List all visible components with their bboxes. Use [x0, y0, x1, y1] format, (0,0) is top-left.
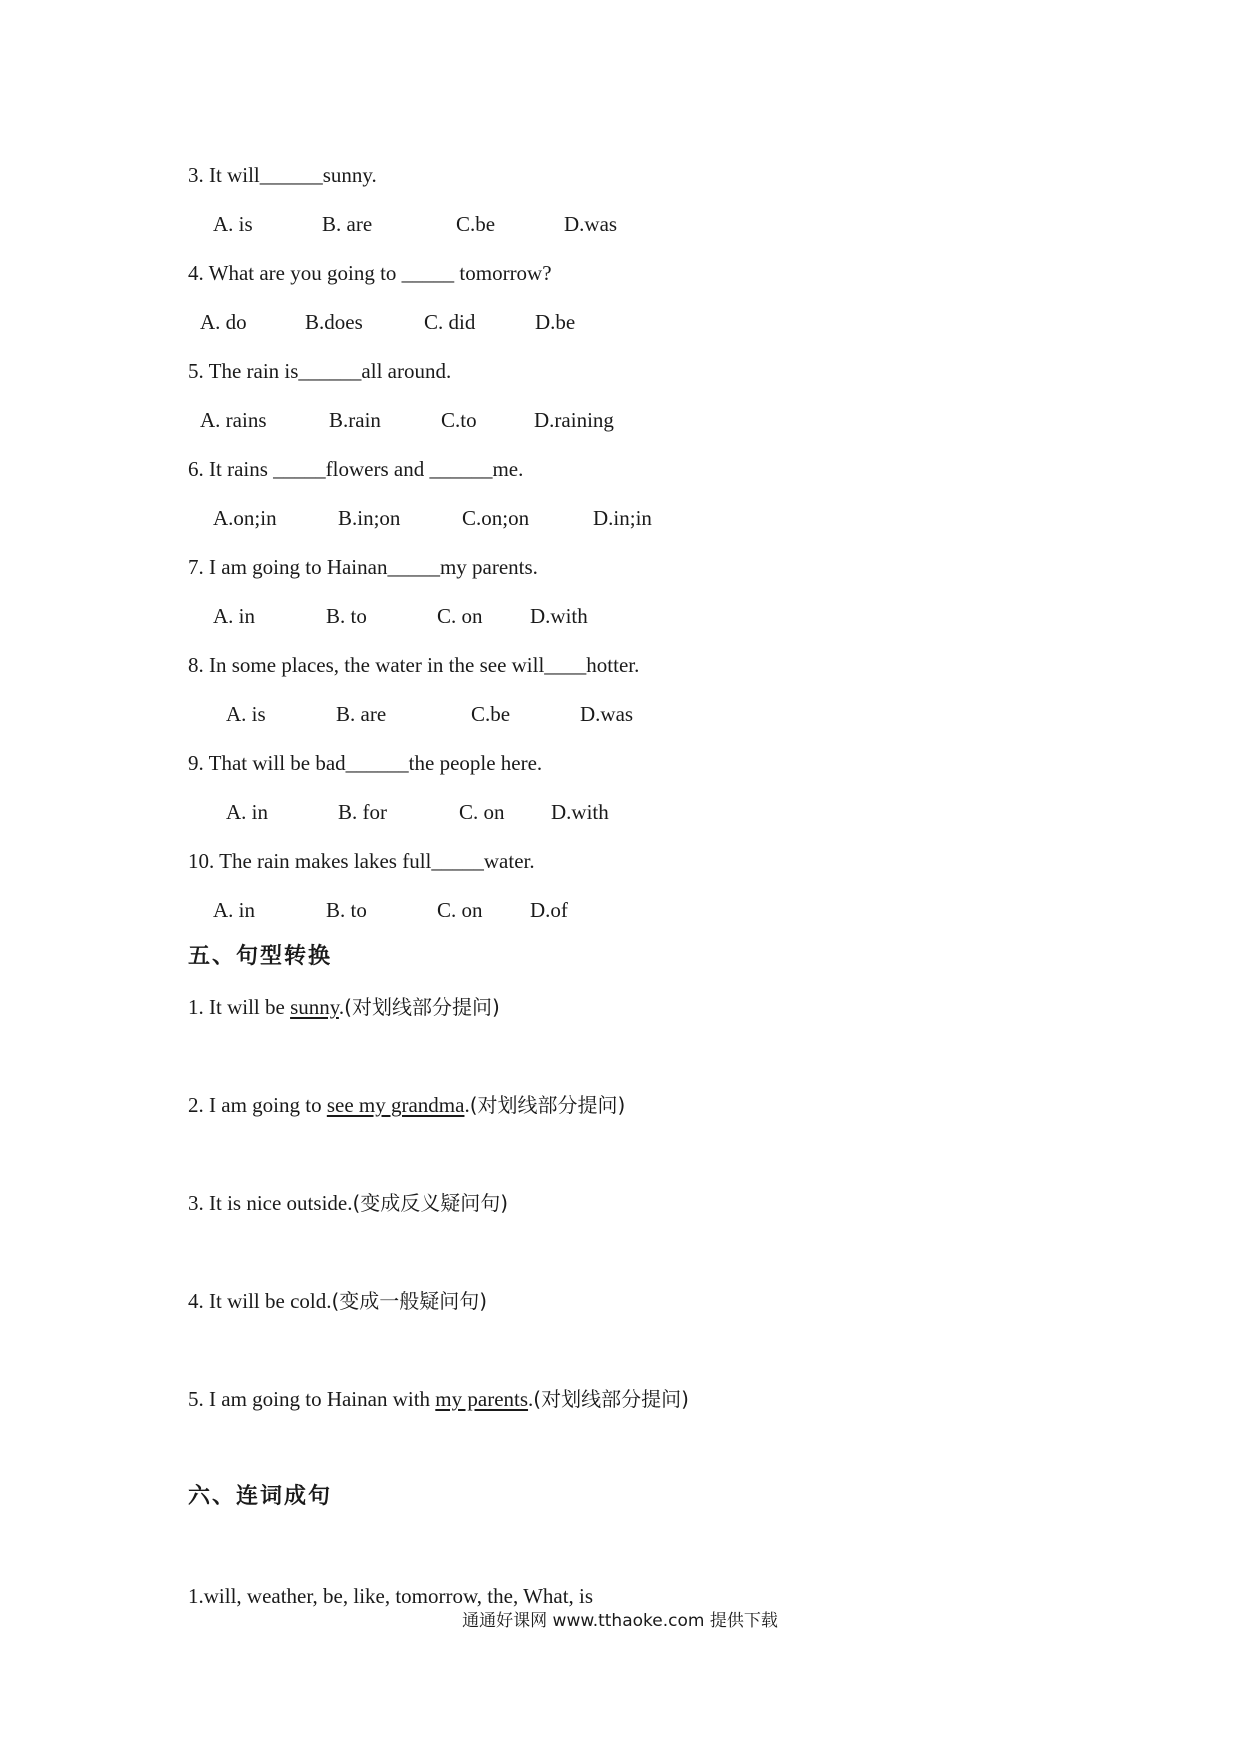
option-d: D.be — [535, 310, 576, 334]
underlined-text: my parents — [435, 1387, 529, 1411]
option-a: A. in — [213, 898, 255, 922]
question-10: 10. The rain makes lakes full_____water. — [188, 849, 535, 873]
option-b: B.rain — [329, 408, 381, 432]
instruction-note: (变成反义疑问句) — [352, 1191, 509, 1215]
option-a: A. do — [200, 310, 247, 334]
instruction-note: (变成一般疑问句) — [331, 1289, 488, 1313]
question-3: 3. It will______sunny. — [188, 163, 377, 187]
option-d: D.with — [530, 604, 588, 628]
item-text: . — [464, 1093, 470, 1117]
question-5: 5. The rain is______all around. — [188, 359, 452, 383]
option-b: B. to — [326, 898, 367, 922]
question-4: 4. What are you going to _____ tomorrow? — [188, 261, 552, 285]
transform-item-1 — [188, 994, 500, 1020]
transform-item-2 — [188, 1092, 625, 1118]
option-d: D.was — [564, 212, 618, 236]
option-b: B. are — [336, 702, 387, 726]
underlined-text: sunny — [290, 995, 339, 1019]
item-text: 5. I am going to Hainan with — [188, 1387, 436, 1411]
option-a: A. in — [226, 800, 268, 824]
option-b: B. are — [322, 212, 373, 236]
item-text: 1. It will be — [188, 995, 291, 1019]
transform-item-5 — [188, 1386, 689, 1412]
item-text: . — [528, 1387, 534, 1411]
section-heading: 五、句型转换 — [188, 944, 333, 969]
option-c: C.to — [441, 408, 477, 432]
option-a: A. is — [213, 212, 253, 236]
item-text: 2. I am going to — [188, 1093, 327, 1117]
transform-item-4 — [188, 1288, 487, 1314]
option-b: B.does — [305, 310, 363, 334]
transform-item-3 — [188, 1190, 508, 1216]
instruction-note: (对划线部分提问) — [469, 1093, 626, 1117]
section-heading: 六、连词成句 — [188, 1484, 333, 1509]
option-c: C. on — [437, 604, 483, 628]
question-6: 6. It rains _____flowers and ______me. — [188, 457, 524, 481]
option-a: A. in — [213, 604, 255, 628]
option-a: A. is — [226, 702, 266, 726]
instruction-note: (对划线部分提问) — [344, 995, 500, 1019]
item-text: . — [338, 995, 345, 1019]
option-d: D.with — [551, 800, 609, 824]
option-c: C.be — [471, 702, 511, 726]
option-c: C. on — [437, 898, 483, 922]
option-d: D.of — [530, 898, 568, 922]
option-c: C. did — [424, 310, 476, 334]
option-d: D.in;in — [593, 506, 652, 530]
option-c: C.be — [456, 212, 496, 236]
page-footer: 通通好课网 www.tthaoke.com 提供下载 — [462, 1611, 778, 1631]
option-b: B.in;on — [338, 506, 401, 530]
option-b: B. for — [338, 800, 387, 824]
option-c: C.on;on — [462, 506, 530, 530]
question-8: 8. In some places, the water in the see will____hotter. — [188, 653, 640, 677]
question-9: 9. That will be bad______the people here. — [188, 751, 543, 775]
item-text: 4. It will be cold. — [188, 1289, 332, 1313]
option-a: A. rains — [200, 408, 267, 432]
option-d: D.was — [580, 702, 634, 726]
option-d: D.raining — [534, 408, 614, 432]
item-text: 3. It is nice outside. — [188, 1191, 353, 1215]
question-7: 7. I am going to Hainan_____my parents. — [188, 555, 538, 579]
option-b: B. to — [326, 604, 367, 628]
underlined-text: see my grandma — [326, 1093, 465, 1117]
ordering-item-1: 1.will, weather, be, like, tomorrow, the, What, is — [188, 1584, 594, 1608]
instruction-note: (对划线部分提问) — [533, 1387, 689, 1411]
option-a: A.on;in — [213, 506, 277, 530]
option-c: C. on — [459, 800, 505, 824]
